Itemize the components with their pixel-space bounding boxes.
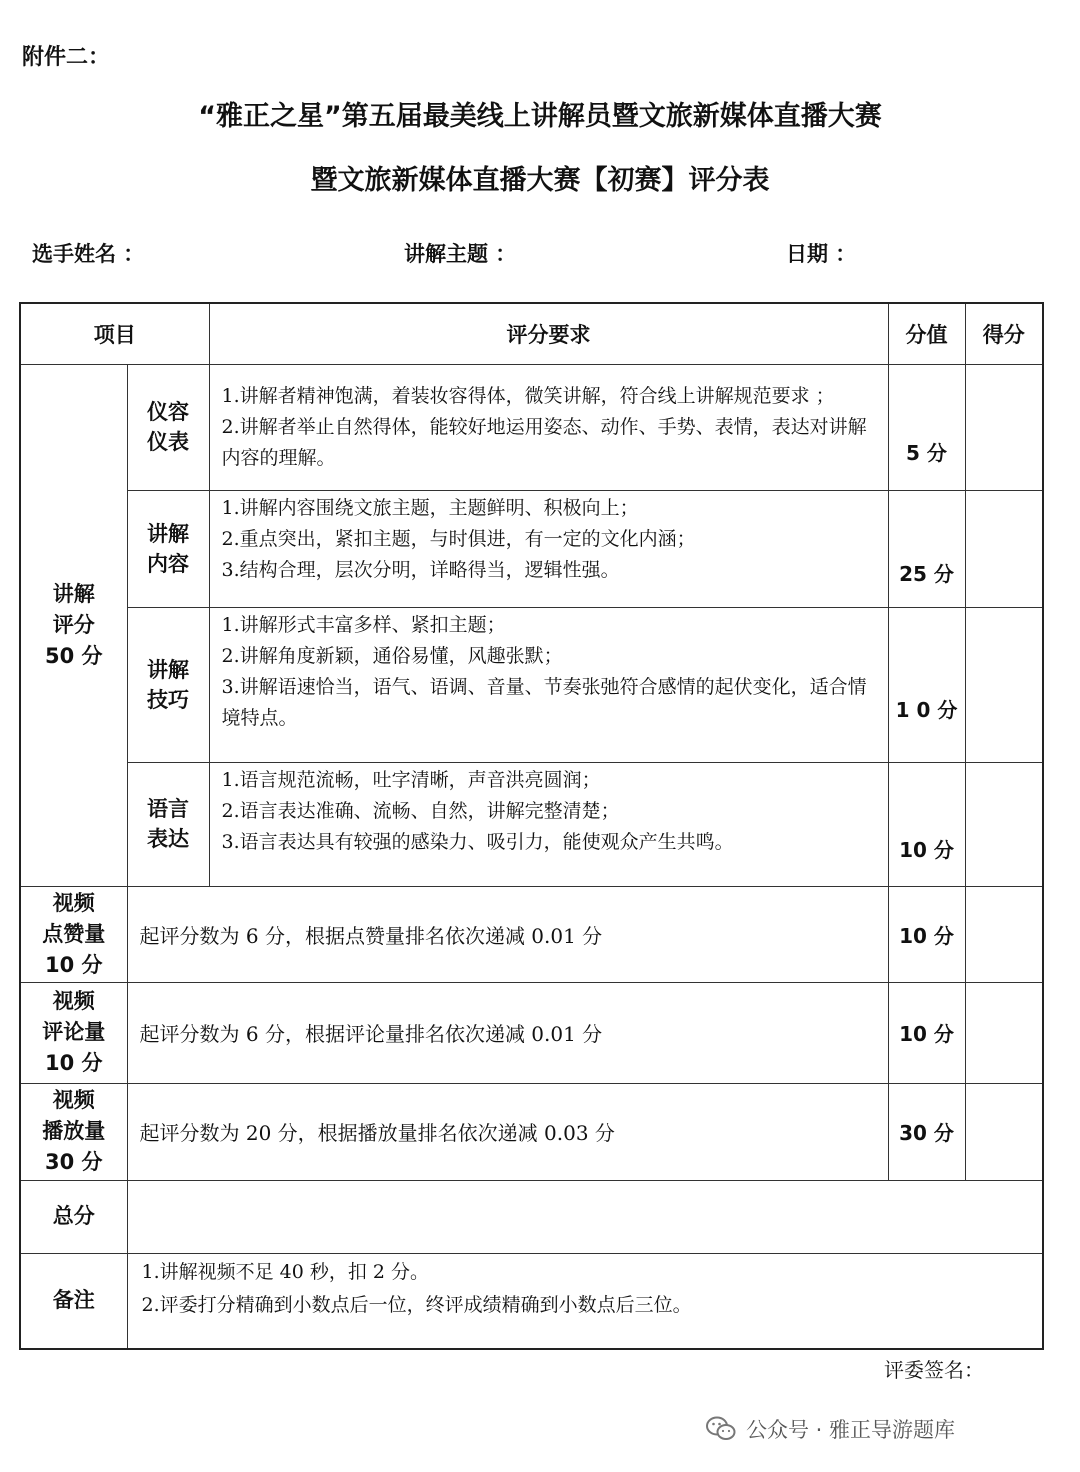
notes-label: 备注 bbox=[20, 1253, 127, 1349]
document-subtitle: 暨文旅新媒体直播大赛【初赛】评分表 bbox=[310, 165, 770, 196]
metric-line: 视频 bbox=[52, 1088, 95, 1112]
header-item: 项目 bbox=[20, 303, 209, 364]
requirement-item: 3.结构合理，层次分明，详略得当，逻辑性强。 bbox=[221, 558, 620, 581]
metric-label-cell bbox=[20, 982, 127, 1083]
requirement-item: 1.讲解者精神饱满，着装妆容得体，微笑讲解，符合线上讲解规范要求 ； bbox=[221, 384, 835, 407]
score-input-cell[interactable] bbox=[965, 982, 1043, 1083]
score-input-cell[interactable] bbox=[965, 886, 1043, 982]
metric-requirement: 起评分数为 6 分，根据评论量排名依次递减 0.01 分 bbox=[127, 982, 888, 1083]
metric-line: 视频 bbox=[52, 989, 95, 1013]
total-value-cell[interactable] bbox=[127, 1180, 1043, 1253]
table-row bbox=[20, 886, 1043, 982]
requirements-cell bbox=[209, 762, 888, 886]
subcategory-line: 讲解 bbox=[147, 521, 189, 546]
metric-line: 点赞量 bbox=[42, 921, 106, 946]
header-row bbox=[20, 303, 1043, 364]
notes-row bbox=[20, 1253, 1043, 1349]
metric-requirement: 起评分数为 6 分，根据点赞量排名依次递减 0.01 分 bbox=[127, 886, 888, 982]
requirements-cell bbox=[209, 607, 888, 762]
header-score: 得分 bbox=[965, 303, 1043, 364]
document-title: “雅正之星”第五届最美线上讲解员暨文旅新媒体直播大赛 bbox=[198, 101, 882, 132]
group-line: 讲解 bbox=[52, 581, 95, 606]
table-row bbox=[20, 1083, 1043, 1180]
requirement-item: 3.语言表达具有较强的感染力、吸引力，能使观众产生共鸣。 bbox=[221, 830, 734, 853]
date-label: 日期 ： bbox=[786, 242, 857, 266]
metric-line: 视频 bbox=[52, 890, 95, 915]
header-requirements: 评分要求 bbox=[209, 303, 888, 364]
notes-cell bbox=[127, 1253, 1043, 1349]
table-row bbox=[20, 762, 1043, 886]
metric-requirement: 起评分数为 20 分，根据播放量排名依次递减 0.03 分 bbox=[127, 1083, 888, 1180]
subcategory-line: 表达 bbox=[147, 827, 189, 851]
score-input-cell[interactable] bbox=[965, 1083, 1043, 1180]
requirement-item: 1.语言规范流畅，吐字清晰，声音洪亮圆润； bbox=[221, 768, 601, 791]
requirement-item: 2.重点突出，紧扣主题，与时俱进，有一定的文化内涵； bbox=[221, 527, 696, 550]
value-cell: 10 分 bbox=[888, 982, 965, 1083]
metric-label-cell bbox=[20, 886, 127, 982]
attachment-label: 附件二： bbox=[22, 45, 111, 70]
subcategory-line: 内容 bbox=[147, 551, 189, 576]
subcategory-line: 语言 bbox=[147, 797, 189, 821]
table-row bbox=[20, 364, 1043, 490]
value-cell: 5 分 bbox=[888, 364, 965, 490]
score-input-cell[interactable] bbox=[965, 364, 1043, 490]
requirement-item: 1.讲解内容围绕文旅主题，主题鲜明、积极向上； bbox=[221, 496, 639, 519]
wechat-icon bbox=[706, 1416, 736, 1442]
group-line: 评分 bbox=[52, 612, 95, 637]
subcategory-cell bbox=[127, 762, 209, 886]
group-line: 50 分 bbox=[44, 643, 103, 668]
score-input-cell[interactable] bbox=[965, 607, 1043, 762]
score-input-cell[interactable] bbox=[965, 490, 1043, 607]
requirement-item: 2.语言表达准确、流畅、自然，讲解完整清楚； bbox=[221, 799, 620, 822]
group-cell-commentary bbox=[20, 364, 127, 886]
requirement-item: 2.讲解者举止自然得体，能较好地运用姿态、动作、手势、表情，表达对讲解内容的理解。 bbox=[221, 415, 867, 469]
header-value: 分值 bbox=[888, 303, 965, 364]
requirement-item: 1.讲解形式丰富多样、紧扣主题； bbox=[221, 613, 506, 636]
total-label: 总分 bbox=[20, 1180, 127, 1253]
topic-label: 讲解主题 ： bbox=[404, 242, 517, 266]
subcategory-cell bbox=[127, 364, 209, 490]
value-cell: 1 0 分 bbox=[888, 607, 965, 762]
table-row bbox=[20, 982, 1043, 1083]
total-row bbox=[20, 1180, 1043, 1253]
subcategory-line: 仪容 bbox=[147, 400, 189, 424]
footer-watermark bbox=[706, 1414, 955, 1444]
note-item: 1.讲解视频不足 40 秒，扣 2 分。 bbox=[141, 1260, 430, 1283]
note-item: 2.评委打分精确到小数点后一位，终评成绩精确到小数点后三位。 bbox=[141, 1293, 692, 1316]
judge-signature-label: 评委签名： bbox=[884, 1358, 984, 1382]
value-cell: 30 分 bbox=[888, 1083, 965, 1180]
value-cell: 10 分 bbox=[888, 886, 965, 982]
subcategory-line: 技巧 bbox=[147, 687, 189, 712]
metric-line: 播放量 bbox=[42, 1119, 106, 1143]
metric-line: 30 分 bbox=[44, 1150, 103, 1174]
subcategory-line: 讲解 bbox=[147, 657, 189, 682]
subcategory-cell bbox=[127, 607, 209, 762]
metric-line: 10 分 bbox=[44, 952, 103, 977]
requirement-item: 3.讲解语速恰当，语气、语调、音量、节奏张弛符合感情的起伏变化，适合情境特点。 bbox=[221, 675, 867, 729]
value-cell: 10 分 bbox=[888, 762, 965, 886]
score-input-cell[interactable] bbox=[965, 762, 1043, 886]
metric-line: 评论量 bbox=[42, 1020, 106, 1044]
metric-line: 10 分 bbox=[44, 1051, 103, 1075]
subcategory-line: 仪表 bbox=[147, 430, 189, 454]
requirement-item: 2.讲解角度新颖，通俗易懂，风趣张默； bbox=[221, 644, 563, 667]
table-row bbox=[20, 490, 1043, 607]
subcategory-cell bbox=[127, 490, 209, 607]
value-cell: 25 分 bbox=[888, 490, 965, 607]
score-table bbox=[19, 302, 1044, 1350]
requirements-cell bbox=[209, 364, 888, 490]
metric-label-cell bbox=[20, 1083, 127, 1180]
contestant-name-label: 选手姓名 ： bbox=[32, 242, 145, 266]
table-row bbox=[20, 607, 1043, 762]
footer-text: 公众号 · 雅正导游题库 bbox=[746, 1418, 956, 1442]
requirements-cell bbox=[209, 490, 888, 607]
